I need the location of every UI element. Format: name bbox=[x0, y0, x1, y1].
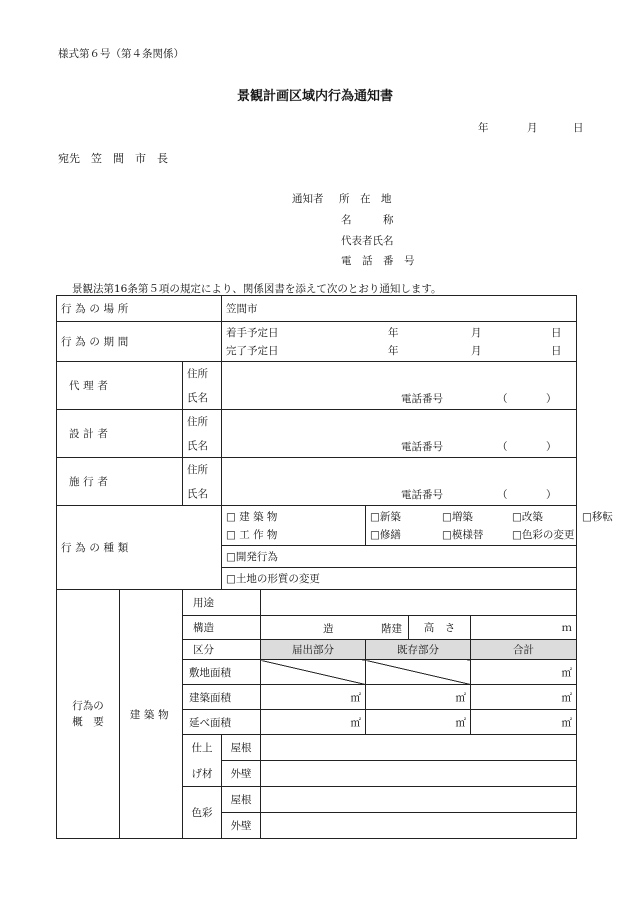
finish-roof-label: 屋根 bbox=[230, 742, 252, 754]
relocation-checkbox[interactable]: □移転 bbox=[582, 510, 613, 523]
contractor-address-input[interactable] bbox=[222, 458, 577, 482]
start-date-label: 着手予定日 bbox=[226, 326, 279, 339]
period-label-cell bbox=[57, 322, 222, 362]
structure-made-label: 造 bbox=[323, 623, 334, 635]
color-roof-input[interactable] bbox=[261, 787, 577, 813]
form-number: 様式第６号（第４条関係） bbox=[58, 48, 184, 60]
agent-phone-paren-open: （ bbox=[497, 392, 508, 405]
floor-area-total-input[interactable] bbox=[471, 710, 577, 735]
work-type-checks bbox=[366, 506, 613, 546]
color-wall-label: 外壁 bbox=[230, 820, 252, 832]
contractor-name-label: 氏名 bbox=[187, 487, 208, 500]
existing-part-header bbox=[366, 640, 471, 660]
structure-input[interactable] bbox=[261, 616, 409, 640]
color-label-cell bbox=[183, 787, 222, 839]
division-label: 区分 bbox=[193, 644, 214, 656]
land-change-checkbox[interactable]: □土地の形質の変更 bbox=[226, 573, 320, 585]
finish-wall-label-cell bbox=[222, 761, 261, 787]
use-label-cell bbox=[183, 590, 261, 616]
agent-label: 代理者 bbox=[69, 380, 112, 392]
place-value-cell[interactable] bbox=[222, 296, 577, 322]
height-label-cell bbox=[409, 616, 471, 640]
addressee: 宛先 笠 間 市 長 bbox=[58, 152, 168, 165]
development-checkbox[interactable]: □開発行為 bbox=[226, 551, 278, 563]
end-year: 年 bbox=[388, 344, 399, 357]
existing-part-label: 既存部分 bbox=[397, 644, 439, 656]
color-label: 色彩 bbox=[191, 807, 213, 819]
designer-name-input[interactable] bbox=[222, 434, 577, 458]
summary-label-1: 行為の bbox=[72, 700, 104, 712]
finish-wall-label: 外壁 bbox=[230, 768, 252, 780]
agent-name-input[interactable] bbox=[222, 386, 577, 410]
floor-area-notified-unit: ㎡ bbox=[350, 716, 361, 729]
designer-address-label-cell bbox=[183, 410, 222, 434]
land-change-cell bbox=[222, 568, 577, 590]
agent-address-label: 住所 bbox=[187, 368, 208, 381]
start-year: 年 bbox=[388, 326, 399, 339]
building-checkbox[interactable]: □ 建 築 物 bbox=[226, 510, 278, 523]
place-label: 行為の場所 bbox=[61, 303, 132, 315]
floor-area-notified-input[interactable] bbox=[261, 710, 366, 735]
finish-label-1: 仕上 bbox=[191, 742, 213, 755]
floor-area-existing-unit: ㎡ bbox=[455, 716, 466, 729]
agent-address-input[interactable] bbox=[222, 362, 577, 386]
type-label-cell bbox=[57, 506, 222, 590]
designer-phone-paren-close: ） bbox=[546, 440, 557, 453]
building-area-total-unit: ㎡ bbox=[561, 691, 573, 704]
date-month: 月 bbox=[527, 122, 538, 134]
building-area-existing-unit: ㎡ bbox=[455, 691, 466, 704]
period-value-cell[interactable] bbox=[222, 322, 577, 362]
end-day: 日 bbox=[551, 344, 562, 357]
start-month: 月 bbox=[471, 326, 482, 339]
structure-label-cell bbox=[183, 616, 261, 640]
summary-label-cell bbox=[57, 590, 120, 839]
color-wall-label-cell bbox=[222, 813, 261, 839]
building-area-label-cell bbox=[183, 685, 261, 710]
height-label: 高 さ bbox=[423, 622, 456, 634]
finish-label-cell-1 bbox=[183, 735, 222, 761]
floor-area-existing-input[interactable] bbox=[366, 710, 471, 735]
structure-label: 構造 bbox=[193, 622, 214, 634]
finish-label-2: げ材 bbox=[191, 767, 213, 780]
color-roof-label-cell bbox=[222, 787, 261, 813]
period-label: 行為の期間 bbox=[61, 336, 132, 348]
notified-part-header bbox=[261, 640, 366, 660]
site-area-label-cell bbox=[183, 660, 261, 685]
building-area-existing-input[interactable] bbox=[366, 685, 471, 710]
notifier-representative-label: 代表者氏名 bbox=[341, 235, 394, 247]
notifier-name-label: 名 称 bbox=[341, 214, 394, 226]
total-label: 合計 bbox=[513, 644, 535, 656]
place-label-cell bbox=[57, 296, 222, 322]
building-area-label: 建築面積 bbox=[189, 691, 231, 704]
building-structure-checks bbox=[222, 506, 366, 546]
finish-wall-input[interactable] bbox=[261, 761, 577, 787]
division-label-cell bbox=[183, 640, 261, 660]
designer-address-input[interactable] bbox=[222, 410, 577, 434]
start-day: 日 bbox=[551, 326, 562, 339]
notifier-label: 通知者 bbox=[292, 193, 324, 205]
building-area-notified-unit: ㎡ bbox=[350, 691, 361, 704]
designer-address-label: 住所 bbox=[187, 416, 208, 429]
height-unit: ｍ bbox=[561, 622, 573, 634]
designer-phone-label: 電話番号 bbox=[401, 440, 443, 453]
agent-phone-paren-close: ） bbox=[546, 392, 557, 405]
building-area-total-input[interactable] bbox=[471, 685, 577, 710]
color-wall-input[interactable] bbox=[261, 813, 577, 839]
agent-phone-label: 電話番号 bbox=[401, 392, 443, 405]
page-title: 景観計画区域内行為通知書 bbox=[236, 89, 393, 104]
use-input[interactable] bbox=[261, 590, 577, 616]
site-area-total-input[interactable] bbox=[471, 660, 577, 685]
contractor-address-label-cell bbox=[183, 458, 222, 482]
notified-part-label: 届出部分 bbox=[292, 644, 334, 656]
designer-label: 設計者 bbox=[69, 428, 112, 440]
agent-label-cell bbox=[57, 362, 183, 410]
summary-label-2: 概 要 bbox=[72, 716, 104, 728]
development-cell bbox=[222, 546, 577, 568]
agent-name-label: 氏名 bbox=[187, 391, 208, 404]
designer-label-cell bbox=[57, 410, 183, 458]
rebuild-checkbox[interactable]: □改築 bbox=[512, 510, 543, 523]
designer-name-label-cell bbox=[183, 434, 222, 458]
agent-address-label-cell bbox=[183, 362, 222, 386]
building-area-notified-input[interactable] bbox=[261, 685, 366, 710]
notification-form-table bbox=[56, 295, 613, 839]
finish-label-cell-2 bbox=[183, 761, 222, 787]
repair-checkbox[interactable]: □修繕 bbox=[370, 528, 401, 541]
contractor-label: 施行者 bbox=[69, 476, 112, 488]
height-input[interactable] bbox=[471, 616, 577, 640]
extension-checkbox[interactable]: □増築 bbox=[442, 510, 473, 523]
site-area-notified-disabled bbox=[261, 660, 366, 685]
contractor-label-cell bbox=[57, 458, 183, 506]
designer-phone-paren-open: （ bbox=[497, 440, 508, 453]
date-day: 日 bbox=[573, 122, 584, 134]
site-area-existing-disabled bbox=[366, 660, 471, 685]
intro-text: 景観法第16条第５項の規定により、関係図書を添えて次のとおり通知します。 bbox=[72, 283, 442, 295]
agent-name-label-cell bbox=[183, 386, 222, 410]
building-label-cell bbox=[120, 590, 183, 839]
color-change-checkbox[interactable]: □色彩の変更 bbox=[512, 528, 575, 541]
place-value: 笠間市 bbox=[226, 303, 258, 315]
contractor-name-input[interactable] bbox=[222, 482, 577, 506]
finish-roof-label-cell bbox=[222, 735, 261, 761]
contractor-phone-paren-open: （ bbox=[497, 488, 508, 501]
floor-area-label-cell bbox=[183, 710, 261, 735]
pattern-change-checkbox[interactable]: □模様替 bbox=[442, 528, 484, 541]
designer-name-label: 氏名 bbox=[187, 439, 208, 452]
floor-area-total-unit: ㎡ bbox=[561, 716, 573, 729]
contractor-phone-paren-close: ） bbox=[546, 488, 557, 501]
use-label: 用途 bbox=[193, 597, 214, 609]
end-month: 月 bbox=[471, 344, 482, 357]
contractor-phone-label: 電話番号 bbox=[401, 488, 443, 501]
site-area-label: 敷地面積 bbox=[189, 666, 231, 679]
finish-roof-input[interactable] bbox=[261, 735, 577, 761]
notifier-address-label: 所 在 地 bbox=[339, 193, 392, 205]
contractor-name-label-cell bbox=[183, 482, 222, 506]
contractor-address-label: 住所 bbox=[187, 464, 208, 477]
building-label: 建築物 bbox=[129, 708, 173, 721]
type-label: 行為の種類 bbox=[61, 542, 132, 554]
total-header bbox=[471, 640, 577, 660]
structure-checkbox[interactable]: □ 工 作 物 bbox=[226, 528, 278, 541]
notifier-phone-label: 電 話 番 号 bbox=[341, 255, 415, 267]
end-date-label: 完了予定日 bbox=[226, 344, 279, 357]
structure-floors-label: 階建 bbox=[381, 623, 402, 635]
new-build-checkbox[interactable]: □新築 bbox=[370, 510, 401, 523]
floor-area-label: 延べ面積 bbox=[189, 716, 231, 729]
date-year: 年 bbox=[478, 122, 489, 134]
color-roof-label: 屋根 bbox=[230, 794, 252, 806]
site-area-unit: ㎡ bbox=[561, 666, 573, 679]
